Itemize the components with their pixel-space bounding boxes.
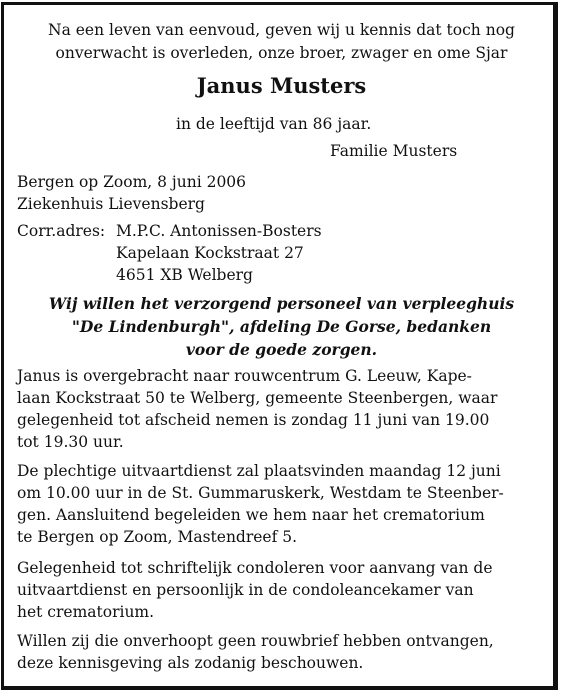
paragraph-line: om 10.00 uur in de St. Gummaruskerk, Westdam te Steenber- xyxy=(17,484,504,502)
paragraph-transfer xyxy=(17,365,545,453)
paragraph-line: Janus is overgebracht naar rouwcentrum G. Leeuw, Kape- xyxy=(17,367,472,385)
paragraph-line: deze kennisgeving als zodanig beschouwen. xyxy=(17,654,364,672)
paragraph-line: gelegenheid tot afscheid nemen is zondag 11 juni van 19.00 xyxy=(17,411,490,429)
paragraph-condolence xyxy=(17,557,545,623)
paragraph-line: De plechtige uitvaartdienst zal plaatsvinden maandag 12 juni xyxy=(17,462,501,480)
thanks-line-3: voor de goede zorgen. xyxy=(185,340,378,359)
intro-line-1: Na een leven van eenvoud, geven wij u kennis dat toch nog xyxy=(48,21,515,39)
place-date: Bergen op Zoom, 8 juni 2006 xyxy=(17,173,247,191)
paragraph-line: Willen zij die onverhoopt geen rouwbrief hebben ontvangen, xyxy=(17,632,494,650)
paragraph-line: het crematorium. xyxy=(17,603,155,621)
paragraph-line: Gelegenheid tot schriftelijk condoleren voor aanvang van de xyxy=(17,559,493,577)
paragraph-closing xyxy=(17,630,545,674)
thanks-line-2: "De Lindenburgh", afdeling De Gorse, bedanken xyxy=(71,317,492,336)
thanks-line-1: Wij willen het verzorgend personeel van verpleeghuis xyxy=(48,294,515,313)
paragraph-line: gen. Aansluitend begeleiden we hem naar het crematorium xyxy=(17,506,485,524)
paragraph-line: te Bergen op Zoom, Mastendreef 5. xyxy=(17,528,298,546)
corr-street: Kapelaan Kockstraat 27 xyxy=(116,244,304,262)
paragraph-line: tot 19.30 uur. xyxy=(17,433,124,451)
paragraph-line: laan Kockstraat 50 te Welberg, gemeente Steenbergen, waar xyxy=(17,389,498,407)
intro-line-2: onverwacht is overleden, onze broer, zwager en ome Sjar xyxy=(55,44,508,62)
paragraph-funeral xyxy=(17,460,545,548)
deceased-name: Janus Musters xyxy=(196,73,367,98)
family-signature: Familie Musters xyxy=(330,142,458,160)
paragraph-line: uitvaartdienst en persoonlijk in de condoleancekamer van xyxy=(17,581,474,599)
age-line: in de leeftijd van 86 jaar. xyxy=(176,115,372,133)
corr-name: M.P.C. Antonissen-Bosters xyxy=(116,222,322,240)
corr-postal: 4651 XB Welberg xyxy=(116,266,253,284)
hospital: Ziekenhuis Lievensberg xyxy=(17,195,205,213)
corr-label: Corr.adres: xyxy=(17,222,106,240)
